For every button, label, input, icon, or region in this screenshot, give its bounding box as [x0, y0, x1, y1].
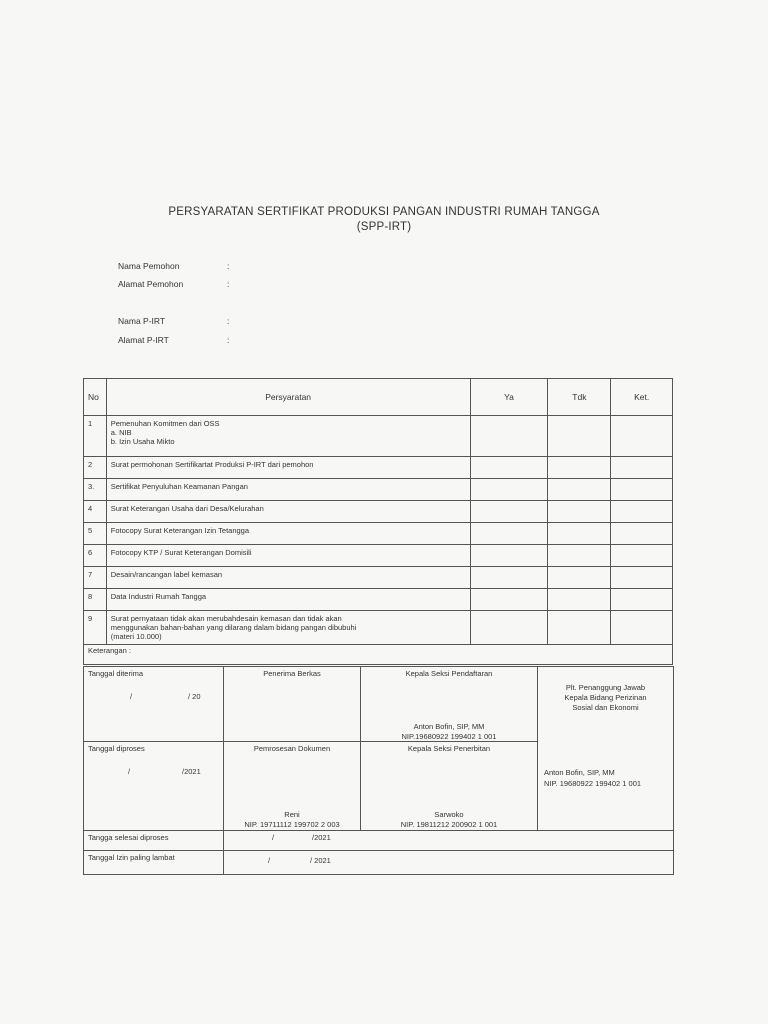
kasi-penerbitan-label: Kepala Seksi Penerbitan	[407, 744, 491, 753]
tanggal-selesai-value-cell[interactable]	[224, 831, 674, 851]
header-ket: Ket.	[611, 379, 673, 416]
row-requirement-text: Pemenuhan Komitmen dari OSS	[110, 419, 220, 428]
checkbox-cell-tdk[interactable]	[548, 611, 611, 645]
proc-row-izin	[84, 851, 674, 875]
row-no: 9	[84, 611, 107, 645]
header-ya: Ya	[470, 379, 548, 416]
row-requirement: Surat permohonan Sertifikartat Produksi P-IRT dari pemohon	[106, 457, 470, 479]
sarwoko-officer-nip: NIP. 19811212 200902 1 001	[400, 820, 498, 829]
field-label-nama-pemohon: Nama Pemohon	[118, 261, 180, 271]
penerima-berkas-label: Penerima Berkas	[263, 669, 321, 678]
checkbox-cell-tdk[interactable]	[548, 416, 611, 457]
checkbox-cell-ya[interactable]	[470, 457, 548, 479]
ket-cell[interactable]	[611, 611, 673, 645]
processing-table	[83, 666, 674, 875]
plt-line-3: Sosial dan Ekonomi	[572, 703, 639, 712]
row-no: 6	[84, 545, 107, 567]
tanggal-izin-label: Tanggal Izin paling lambat	[84, 851, 224, 875]
document-subtitle: (SPP-IRT)	[356, 221, 412, 233]
checkbox-cell-tdk[interactable]	[548, 501, 611, 523]
pendaftaran-officer-nip: NIP.19680922 199402 1 001	[401, 732, 497, 741]
ket-cell[interactable]	[611, 545, 673, 567]
ket-cell[interactable]	[611, 416, 673, 457]
ket-cell[interactable]	[611, 589, 673, 611]
table-row	[84, 479, 673, 501]
checkbox-cell-ya[interactable]	[470, 545, 548, 567]
date-year: /2021	[312, 833, 331, 842]
row-requirement-sub: menggunakan bahan-bahan yang dilarang dalam bidang pangan dibubuhi	[110, 623, 357, 632]
keterangan-label[interactable]: Keterangan :	[84, 645, 673, 665]
table-row	[84, 457, 673, 479]
keterangan-row	[84, 645, 673, 665]
requirements-table	[83, 378, 673, 665]
field-colon: :	[227, 335, 230, 345]
checkbox-cell-tdk[interactable]	[548, 545, 611, 567]
row-no: 4	[84, 501, 107, 523]
row-requirement	[106, 416, 470, 457]
field-label-nama-pirt: Nama P-IRT	[118, 316, 166, 326]
checkbox-cell-ya[interactable]	[470, 416, 548, 457]
table-header-row	[84, 379, 673, 416]
plt-penanggung-jawab-cell	[538, 667, 674, 831]
checkbox-cell-ya[interactable]	[470, 479, 548, 501]
tanggal-diproses-cell[interactable]	[84, 742, 224, 831]
table-row	[84, 611, 673, 645]
checkbox-cell-tdk[interactable]	[548, 567, 611, 589]
plt-line-1: Plt. Penanggung Jawab	[565, 683, 646, 692]
date-separator: /	[130, 692, 133, 701]
header-persyaratan: Persyaratan	[106, 379, 470, 416]
pemrosesan-dokumen-label: Pemrosesan Dokumen	[253, 744, 331, 753]
row-no: 5	[84, 523, 107, 545]
field-label-alamat-pirt: Alamat P-IRT	[118, 335, 169, 345]
ket-cell[interactable]	[611, 567, 673, 589]
reni-officer-name: Reni	[284, 810, 300, 819]
field-colon: :	[227, 316, 230, 326]
pemrosesan-dokumen-cell	[224, 742, 361, 831]
plt-officer-nip: NIP. 19680922 199402 1 001	[544, 779, 642, 788]
row-requirement: Fotocopy Surat Keterangan Izin Tetangga	[106, 523, 470, 545]
checkbox-cell-ya[interactable]	[470, 567, 548, 589]
tanggal-diterima-cell[interactable]	[84, 667, 224, 742]
checkbox-cell-tdk[interactable]	[548, 457, 611, 479]
row-no: 7	[84, 567, 107, 589]
table-row	[84, 567, 673, 589]
proc-row-diterima	[84, 667, 674, 742]
field-label-alamat-pemohon: Alamat Pemohon	[118, 279, 184, 289]
row-no: 3.	[84, 479, 107, 501]
date-separator: /	[268, 856, 271, 865]
kasi-pendaftaran-cell	[361, 667, 538, 742]
row-requirement: Surat Keterangan Usaha dari Desa/Kelurahan	[106, 501, 470, 523]
penerima-berkas-cell	[224, 667, 361, 742]
checkbox-cell-tdk[interactable]	[548, 523, 611, 545]
row-requirement-sub: b. Izin Usaha Mikto	[110, 437, 175, 446]
field-colon: :	[227, 279, 230, 289]
header-no: No	[84, 379, 107, 416]
checkbox-cell-tdk[interactable]	[548, 479, 611, 501]
checkbox-cell-tdk[interactable]	[548, 589, 611, 611]
tanggal-diterima-label: Tanggal diterima	[88, 669, 144, 678]
field-colon: :	[227, 261, 230, 271]
row-no: 2	[84, 457, 107, 479]
table-row	[84, 416, 673, 457]
checkbox-cell-ya[interactable]	[470, 589, 548, 611]
ket-cell[interactable]	[611, 523, 673, 545]
row-requirement-text: Surat pernyataan tidak akan merubahdesain kemasan dan tidak akan	[110, 614, 342, 623]
row-no: 8	[84, 589, 107, 611]
reni-officer-nip: NIP. 19711112 199702 2 003	[244, 820, 340, 829]
row-no: 1	[84, 416, 107, 457]
date-year: /2021	[182, 767, 201, 776]
kasi-penerbitan-cell	[361, 742, 538, 831]
sarwoko-officer-name: Sarwoko	[434, 810, 464, 819]
tanggal-selesai-label: Tangga selesai diproses	[84, 831, 224, 851]
ket-cell[interactable]	[611, 457, 673, 479]
header-tdk: Tdk	[548, 379, 611, 416]
table-row	[84, 501, 673, 523]
ket-cell[interactable]	[611, 501, 673, 523]
document-title: PERSYARATAN SERTIFIKAT PRODUKSI PANGAN INDUSTRI RUMAH TANGGA	[168, 206, 600, 218]
plt-line-2: Kepala Bidang Perizinan	[564, 693, 647, 702]
table-row	[84, 589, 673, 611]
checkbox-cell-ya[interactable]	[470, 501, 548, 523]
table-row	[84, 523, 673, 545]
date-year: / 2021	[310, 856, 331, 865]
checkbox-cell-ya[interactable]	[470, 523, 548, 545]
kasi-pendaftaran-label: Kepala Seksi Pendaftaran	[405, 669, 493, 678]
tanggal-diproses-label: Tanggal diproses	[88, 744, 145, 753]
tanggal-izin-value-cell[interactable]	[224, 851, 674, 875]
proc-row-selesai	[84, 831, 674, 851]
checkbox-cell-ya[interactable]	[470, 611, 548, 645]
date-separator: /	[128, 767, 131, 776]
row-requirement	[106, 611, 470, 645]
pendaftaran-officer-name: Anton Bofin, SIP, MM	[413, 722, 485, 731]
date-year: / 20	[188, 692, 201, 701]
row-requirement: Desain/rancangan label kemasan	[106, 567, 470, 589]
row-requirement: Data Industri Rumah Tangga	[106, 589, 470, 611]
row-requirement-sub: (materi 10.000)	[110, 632, 162, 641]
plt-officer-name: Anton Bofin, SIP, MM	[544, 768, 615, 777]
date-separator: /	[272, 833, 275, 842]
row-requirement: Sertifikat Penyuluhan Keamanan Pangan	[106, 479, 470, 501]
row-requirement-sub: a. NIB	[110, 428, 132, 437]
table-row	[84, 545, 673, 567]
ket-cell[interactable]	[611, 479, 673, 501]
row-requirement: Fotocopy KTP / Surat Keterangan Domisili	[106, 545, 470, 567]
